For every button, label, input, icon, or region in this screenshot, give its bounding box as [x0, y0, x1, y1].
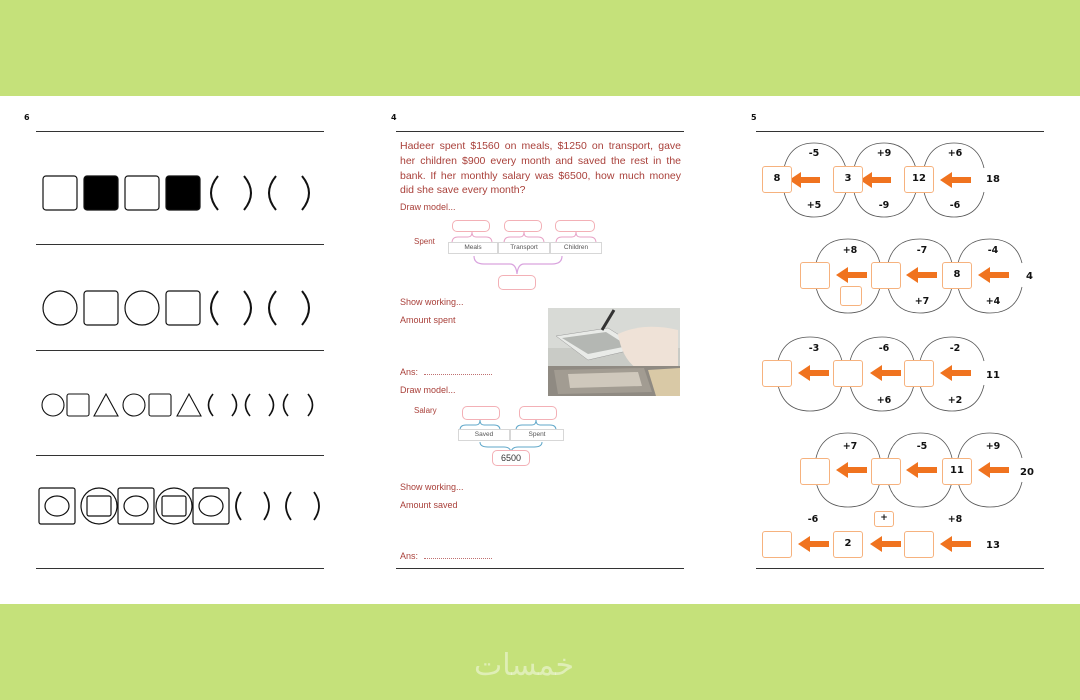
salary-label: Salary	[414, 406, 437, 415]
amount-saved-label: Amount saved	[400, 500, 458, 510]
amount-spent-label: Amount spent	[400, 315, 456, 325]
divider	[36, 350, 324, 351]
top-band	[0, 0, 1080, 96]
chain-operation: -7	[916, 245, 928, 256]
word-problem: Hadeer spent $1560 on meals, $1250 on transport, gave her children $900 every month and saved the rest in the bank. If her monthly salary was $6500, how much money did she save every month?	[400, 140, 681, 197]
chain-box[interactable]	[871, 458, 901, 485]
model-part-label: Meals	[464, 244, 482, 251]
chain-operation: -4	[987, 245, 999, 256]
model-total-box[interactable]	[498, 275, 536, 290]
answer-line[interactable]	[424, 374, 492, 375]
chain-box[interactable]: 12	[904, 166, 934, 193]
chain-operation: +7	[842, 441, 858, 452]
divider	[756, 568, 1044, 569]
chain-extra-box[interactable]	[840, 286, 862, 306]
chain-operation: +5	[806, 200, 822, 211]
chain-box[interactable]: 8	[762, 166, 792, 193]
spent-label: Spent	[414, 237, 435, 246]
chain-operation: +6	[876, 395, 892, 406]
chain-start-number: 4	[1026, 271, 1033, 282]
chain-operation: +9	[985, 441, 1001, 452]
calculator-photo	[548, 308, 680, 396]
chain-box[interactable]	[762, 360, 792, 387]
chain-box[interactable]: 3	[833, 166, 863, 193]
page-number-middle: 4	[391, 113, 397, 122]
pattern-row-nested-shapes	[36, 484, 326, 528]
model-part-label: Transport	[510, 244, 538, 251]
chain-start-number: 13	[986, 540, 1000, 551]
chain-box[interactable]	[904, 360, 934, 387]
model-part-label: Children	[563, 244, 589, 251]
chain-box[interactable]	[833, 360, 863, 387]
divider	[36, 455, 324, 456]
chain-operation: +8	[947, 514, 963, 525]
divider	[36, 131, 324, 132]
chain-operation: -2	[949, 343, 961, 354]
chain-operation: -6	[807, 514, 819, 525]
chain-box[interactable]: 11	[942, 458, 972, 485]
hand-calculator-image	[548, 308, 680, 396]
bottom-brace	[470, 254, 570, 276]
chain-operation: +9	[876, 148, 892, 159]
page-number-left: 6	[24, 113, 30, 122]
chain-box[interactable]	[800, 262, 830, 289]
chain-operation: -3	[808, 343, 820, 354]
model-part-label: Saved	[474, 431, 494, 438]
model-answer-box[interactable]	[462, 406, 500, 420]
pattern-row-squares	[36, 168, 326, 218]
chain-start-number: 11	[986, 370, 1000, 381]
chain-operation: +7	[914, 296, 930, 307]
chain-box[interactable]: 2	[833, 531, 863, 558]
show-working-label: Show working...	[400, 482, 464, 492]
pattern-row-circle-square-triangle	[36, 390, 326, 420]
chain-start-number: 18	[986, 174, 1000, 185]
divider	[36, 244, 324, 245]
model-total-6500: 6500	[492, 450, 530, 466]
divider	[396, 131, 684, 132]
chain-box[interactable]	[762, 531, 792, 558]
chain-operation: -6	[878, 343, 890, 354]
answer-label: Ans:	[400, 367, 419, 377]
chain-operation: +8	[842, 245, 858, 256]
chain-box[interactable]: 8	[942, 262, 972, 289]
draw-model-label: Draw model...	[400, 385, 456, 395]
chain-operation: +4	[985, 296, 1001, 307]
answer-label: Ans:	[400, 551, 419, 561]
chain-box[interactable]	[800, 458, 830, 485]
number-chain-lines	[756, 135, 1046, 565]
show-working-label: Show working...	[400, 297, 464, 307]
divider	[396, 568, 684, 569]
chain-box[interactable]	[904, 531, 934, 558]
divider	[756, 131, 1044, 132]
chain-operation: -5	[808, 148, 820, 159]
chain-operation: +2	[947, 395, 963, 406]
answer-line[interactable]	[424, 558, 492, 559]
divider	[36, 568, 324, 569]
chain-box[interactable]	[871, 262, 901, 289]
model-part-label: Spent	[528, 431, 546, 438]
chain-start-number: 20	[1020, 467, 1034, 478]
chain-operation: -5	[916, 441, 928, 452]
chain-operation: +6	[947, 148, 963, 159]
chain-operation: -6	[949, 200, 961, 211]
khamsat-watermark-logo: خمسات	[474, 648, 575, 683]
page-number-right: 5	[751, 113, 757, 122]
chain-operation: -9	[878, 200, 890, 211]
pattern-row-circle-square	[36, 283, 326, 333]
chain-operation-box[interactable]: +	[874, 511, 894, 527]
model-answer-box[interactable]	[519, 406, 557, 420]
draw-model-label: Draw model...	[400, 202, 456, 212]
